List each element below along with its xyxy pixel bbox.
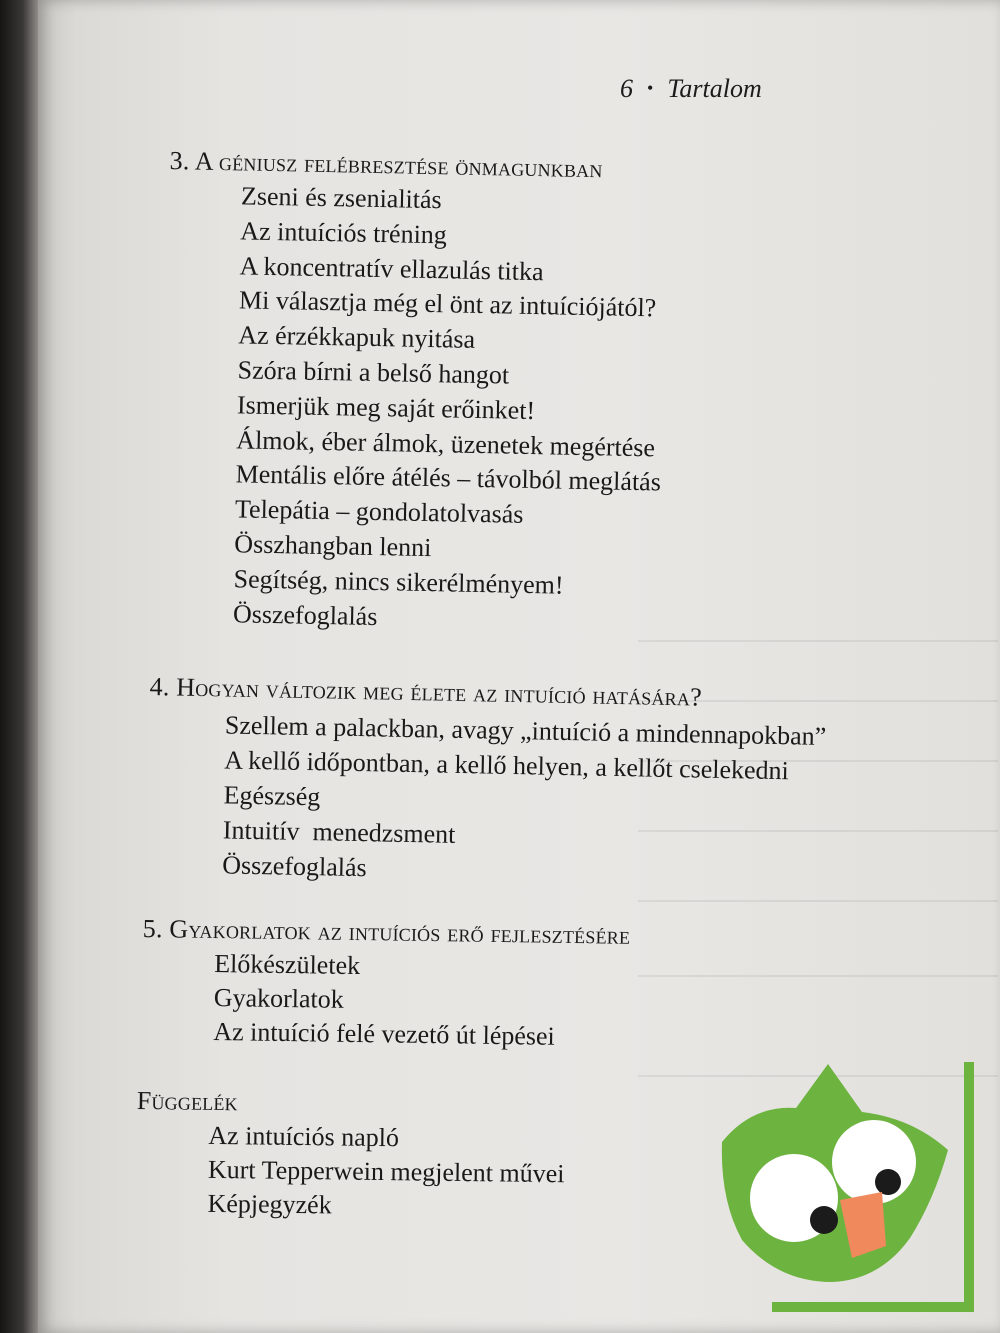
toc-section-3 — [161, 144, 668, 640]
toc-entry: Zseni és zsenialitás — [240, 181, 442, 215]
toc-entry: A koncentratív ellazulás titka — [239, 250, 544, 286]
toc-entry: Előkészületek — [214, 949, 361, 981]
separator-bullet: • — [647, 78, 654, 98]
toc-section-5 — [141, 912, 630, 1055]
toc-entry: Telepátia – gondolatolvasás — [234, 494, 524, 530]
running-head-title: Tartalom — [667, 74, 762, 103]
toc-entry: Az intuíciós tréning — [240, 216, 448, 250]
book-spine-shadow — [0, 0, 38, 1333]
owl-logo-icon — [712, 1050, 980, 1320]
toc-entry: Az érzékkapuk nyitása — [238, 320, 476, 355]
section-entries — [213, 947, 630, 1055]
page-number: 6 — [620, 74, 633, 103]
show-through-line — [638, 900, 998, 902]
toc-entry: Összefoglalás — [221, 850, 367, 883]
toc-entry: Az intuíciós napló — [208, 1120, 400, 1153]
section-entries — [207, 1119, 565, 1225]
toc-entry: Álmok, éber álmok, üzenetek megértése — [236, 424, 656, 462]
toc-entry: Segítség, nincs sikerélményem! — [233, 564, 564, 600]
toc-section-4 — [146, 670, 827, 894]
toc-entry: Képjegyzék — [207, 1188, 332, 1220]
toc-entry: Szellem a palackban, avagy „intuíció a mindennapokban” — [224, 710, 827, 751]
section-title: 4. Hogyan változik meg élete az intuíció hatására? — [149, 671, 703, 712]
toc-entry: Intuitív menedzsment — [222, 815, 456, 849]
show-through-line — [638, 975, 998, 977]
toc-entry: Kurt Tepperwein megjelent művei — [207, 1154, 565, 1189]
toc-entry: Összhangban lenni — [234, 529, 432, 563]
running-head — [620, 74, 762, 104]
show-through-line — [638, 640, 998, 642]
owl-left-pupil — [810, 1206, 838, 1234]
toc-entry: Mentális előre átélés – távolból meglátás — [235, 459, 662, 497]
toc-entry: Az intuíció felé vezető út lépései — [213, 1016, 555, 1051]
toc-section-appendix — [135, 1084, 565, 1225]
toc-entry: Egészség — [223, 780, 321, 812]
section-entries — [222, 707, 827, 894]
toc-entry: Gyakorlatok — [213, 982, 344, 1014]
section-entries — [233, 179, 667, 639]
section-title: 5. Gyakorlatok az intuíciós erő fejlesztésére — [142, 913, 631, 950]
toc-entry: Szóra bírni a belső hangot — [237, 355, 510, 390]
toc-entry: A kellő időpontban, a kellő helyen, a kellőt cselekedni — [224, 745, 790, 786]
toc-entry: Ismerjük meg saját erőinket! — [236, 390, 536, 425]
section-title: Függelék — [136, 1085, 239, 1117]
owl-right-eye — [832, 1120, 916, 1204]
toc-entry: Mi választja még el önt az intuíciójától? — [238, 285, 657, 323]
section-title: 3. A géniusz felébresztése önmagunkban — [169, 145, 603, 184]
owl-right-pupil — [875, 1169, 901, 1195]
toc-entry: Összefoglalás — [232, 598, 378, 631]
